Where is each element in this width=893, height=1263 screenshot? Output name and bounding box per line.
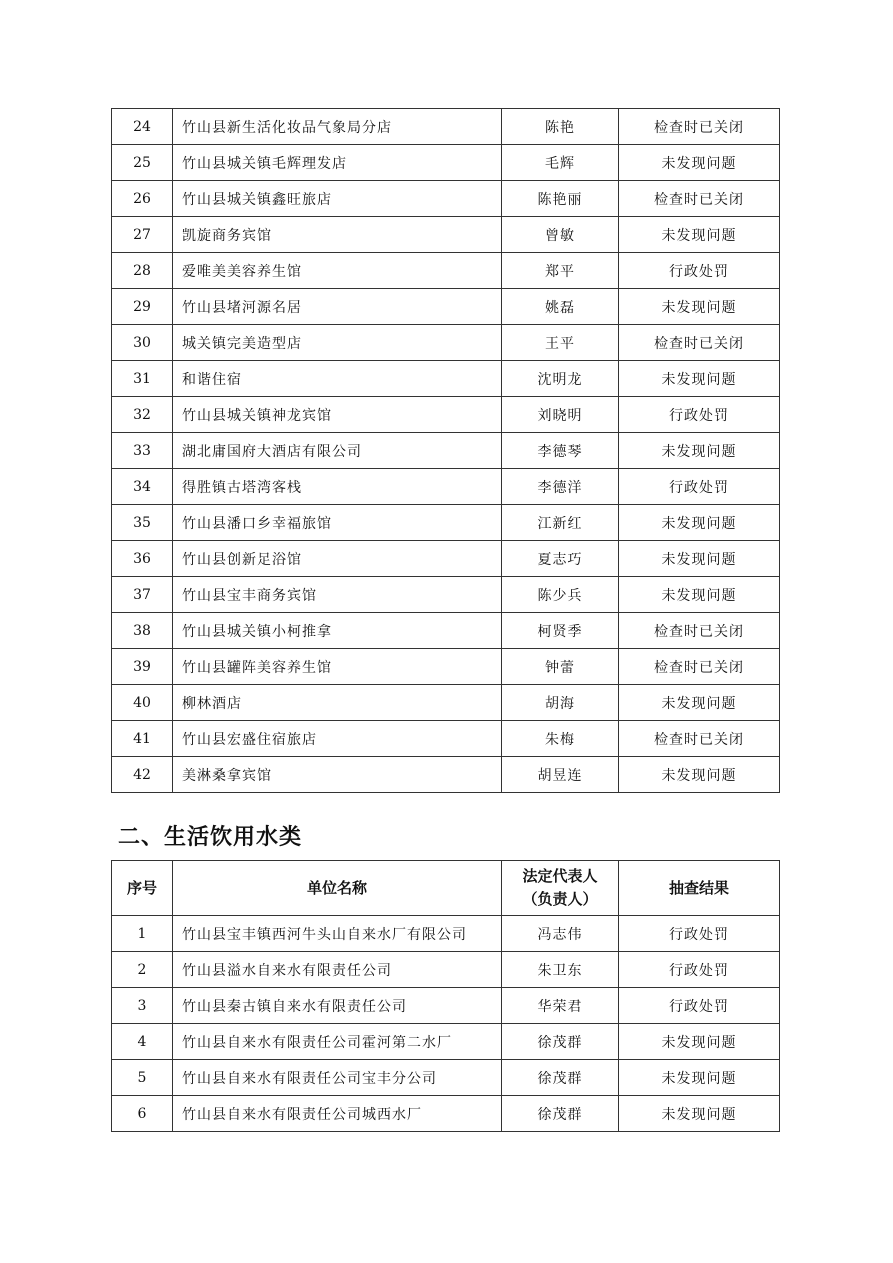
cell-unit-name: 竹山县宝丰镇西河牛头山自来水厂有限公司 — [173, 916, 502, 952]
table-row — [112, 361, 780, 397]
cell-result: 未发现问题 — [619, 145, 780, 181]
table-row — [112, 649, 780, 685]
cell-unit-name: 竹山县新生活化妆品气象局分店 — [173, 109, 502, 145]
cell-no: 24 — [112, 109, 173, 145]
cell-representative: 沈明龙 — [502, 361, 619, 397]
header-rep-line2: （负责人） — [522, 890, 598, 908]
table-row — [112, 952, 780, 988]
cell-result: 未发现问题 — [619, 541, 780, 577]
cell-unit-name: 竹山县自来水有限责任公司宝丰分公司 — [173, 1060, 502, 1096]
table-row — [112, 1060, 780, 1096]
cell-unit-name: 湖北庸国府大酒店有限公司 — [173, 433, 502, 469]
cell-representative: 朱卫东 — [502, 952, 619, 988]
cell-unit-name: 和谐住宿 — [173, 361, 502, 397]
table-row — [112, 253, 780, 289]
cell-no: 3 — [112, 988, 173, 1024]
cell-representative: 陈少兵 — [502, 577, 619, 613]
cell-unit-name: 竹山县溢水自来水有限责任公司 — [173, 952, 502, 988]
table-row — [112, 109, 780, 145]
cell-representative: 柯贤季 — [502, 613, 619, 649]
table-row — [112, 145, 780, 181]
cell-no: 33 — [112, 433, 173, 469]
cell-representative: 陈艳丽 — [502, 181, 619, 217]
table-row — [112, 469, 780, 505]
inspection-table-2 — [111, 860, 780, 1132]
cell-result: 检查时已关闭 — [619, 109, 780, 145]
inspection-table-1-body — [112, 109, 780, 793]
section-title: 二、生活饮用水类 — [118, 825, 303, 850]
header-no: 序号 — [112, 861, 173, 916]
cell-unit-name: 竹山县堵河源名居 — [173, 289, 502, 325]
table-row — [112, 289, 780, 325]
cell-representative: 华荣君 — [502, 988, 619, 1024]
cell-result: 未发现问题 — [619, 361, 780, 397]
cell-no: 31 — [112, 361, 173, 397]
cell-representative: 毛辉 — [502, 145, 619, 181]
cell-unit-name: 竹山县宏盛住宿旅店 — [173, 721, 502, 757]
cell-no: 36 — [112, 541, 173, 577]
cell-result: 行政处罚 — [619, 916, 780, 952]
cell-no: 41 — [112, 721, 173, 757]
cell-result: 未发现问题 — [619, 685, 780, 721]
table-row — [112, 433, 780, 469]
cell-unit-name: 竹山县潘口乡幸福旅馆 — [173, 505, 502, 541]
cell-result: 未发现问题 — [619, 1096, 780, 1132]
inspection-table-2-body — [112, 916, 780, 1132]
table-row — [112, 916, 780, 952]
table-row — [112, 325, 780, 361]
cell-representative: 夏志巧 — [502, 541, 619, 577]
cell-result: 未发现问题 — [619, 1024, 780, 1060]
cell-representative: 姚磊 — [502, 289, 619, 325]
cell-result: 未发现问题 — [619, 757, 780, 793]
table-row — [112, 988, 780, 1024]
cell-representative: 徐茂群 — [502, 1060, 619, 1096]
table-row — [112, 1096, 780, 1132]
table-row — [112, 1024, 780, 1060]
cell-representative: 冯志伟 — [502, 916, 619, 952]
table-row — [112, 685, 780, 721]
cell-no: 2 — [112, 952, 173, 988]
cell-no: 26 — [112, 181, 173, 217]
cell-unit-name: 竹山县城关镇神龙宾馆 — [173, 397, 502, 433]
cell-no: 28 — [112, 253, 173, 289]
cell-unit-name: 竹山县宝丰商务宾馆 — [173, 577, 502, 613]
cell-no: 29 — [112, 289, 173, 325]
header-rep — [502, 861, 619, 916]
cell-unit-name: 竹山县自来水有限责任公司城西水厂 — [173, 1096, 502, 1132]
cell-unit-name: 竹山县创新足浴馆 — [173, 541, 502, 577]
cell-no: 1 — [112, 916, 173, 952]
cell-unit-name: 竹山县自来水有限责任公司霍河第二水厂 — [173, 1024, 502, 1060]
cell-unit-name: 竹山县城关镇毛辉理发店 — [173, 145, 502, 181]
cell-unit-name: 竹山县罐阵美容养生馆 — [173, 649, 502, 685]
cell-unit-name: 竹山县城关镇小柯推拿 — [173, 613, 502, 649]
cell-no: 35 — [112, 505, 173, 541]
cell-no: 6 — [112, 1096, 173, 1132]
table-row — [112, 217, 780, 253]
cell-no: 5 — [112, 1060, 173, 1096]
cell-result: 检查时已关闭 — [619, 649, 780, 685]
table-header-row — [112, 861, 780, 916]
cell-representative: 钟蕾 — [502, 649, 619, 685]
header-result: 抽查结果 — [619, 861, 780, 916]
cell-representative: 曾敏 — [502, 217, 619, 253]
cell-result: 未发现问题 — [619, 1060, 780, 1096]
cell-unit-name: 爱唯美美容养生馆 — [173, 253, 502, 289]
cell-result: 检查时已关闭 — [619, 325, 780, 361]
table-row — [112, 181, 780, 217]
cell-result: 检查时已关闭 — [619, 721, 780, 757]
cell-unit-name: 美淋桑拿宾馆 — [173, 757, 502, 793]
cell-result: 未发现问题 — [619, 505, 780, 541]
cell-representative: 徐茂群 — [502, 1024, 619, 1060]
cell-unit-name: 凯旋商务宾馆 — [173, 217, 502, 253]
cell-representative: 徐茂群 — [502, 1096, 619, 1132]
cell-representative: 王平 — [502, 325, 619, 361]
cell-no: 27 — [112, 217, 173, 253]
cell-result: 未发现问题 — [619, 433, 780, 469]
table-row — [112, 577, 780, 613]
cell-result: 检查时已关闭 — [619, 613, 780, 649]
cell-no: 25 — [112, 145, 173, 181]
cell-no: 30 — [112, 325, 173, 361]
cell-no: 34 — [112, 469, 173, 505]
cell-representative: 陈艳 — [502, 109, 619, 145]
cell-result: 未发现问题 — [619, 577, 780, 613]
cell-result: 检查时已关闭 — [619, 181, 780, 217]
cell-result: 未发现问题 — [619, 217, 780, 253]
cell-representative: 朱梅 — [502, 721, 619, 757]
cell-unit-name: 竹山县城关镇鑫旺旅店 — [173, 181, 502, 217]
cell-result: 行政处罚 — [619, 988, 780, 1024]
header-name: 单位名称 — [173, 861, 502, 916]
table-row — [112, 721, 780, 757]
cell-no: 37 — [112, 577, 173, 613]
table-row — [112, 613, 780, 649]
inspection-table-1 — [111, 108, 780, 793]
table-row — [112, 757, 780, 793]
table-row — [112, 397, 780, 433]
cell-unit-name: 竹山县秦古镇自来水有限责任公司 — [173, 988, 502, 1024]
cell-representative: 胡昱连 — [502, 757, 619, 793]
cell-unit-name: 柳林酒店 — [173, 685, 502, 721]
cell-result: 行政处罚 — [619, 253, 780, 289]
cell-representative: 江新红 — [502, 505, 619, 541]
cell-unit-name: 城关镇完美造型店 — [173, 325, 502, 361]
header-rep-line1: 法定代表人 — [522, 867, 598, 885]
cell-representative: 李德琴 — [502, 433, 619, 469]
cell-result: 行政处罚 — [619, 952, 780, 988]
cell-result: 行政处罚 — [619, 397, 780, 433]
cell-result: 行政处罚 — [619, 469, 780, 505]
cell-representative: 刘晓明 — [502, 397, 619, 433]
cell-representative: 郑平 — [502, 253, 619, 289]
cell-result: 未发现问题 — [619, 289, 780, 325]
cell-representative: 胡海 — [502, 685, 619, 721]
cell-no: 42 — [112, 757, 173, 793]
cell-representative: 李德洋 — [502, 469, 619, 505]
cell-no: 40 — [112, 685, 173, 721]
table-row — [112, 505, 780, 541]
cell-no: 39 — [112, 649, 173, 685]
cell-no: 32 — [112, 397, 173, 433]
cell-no: 4 — [112, 1024, 173, 1060]
cell-unit-name: 得胜镇古塔湾客栈 — [173, 469, 502, 505]
cell-no: 38 — [112, 613, 173, 649]
table-row — [112, 541, 780, 577]
